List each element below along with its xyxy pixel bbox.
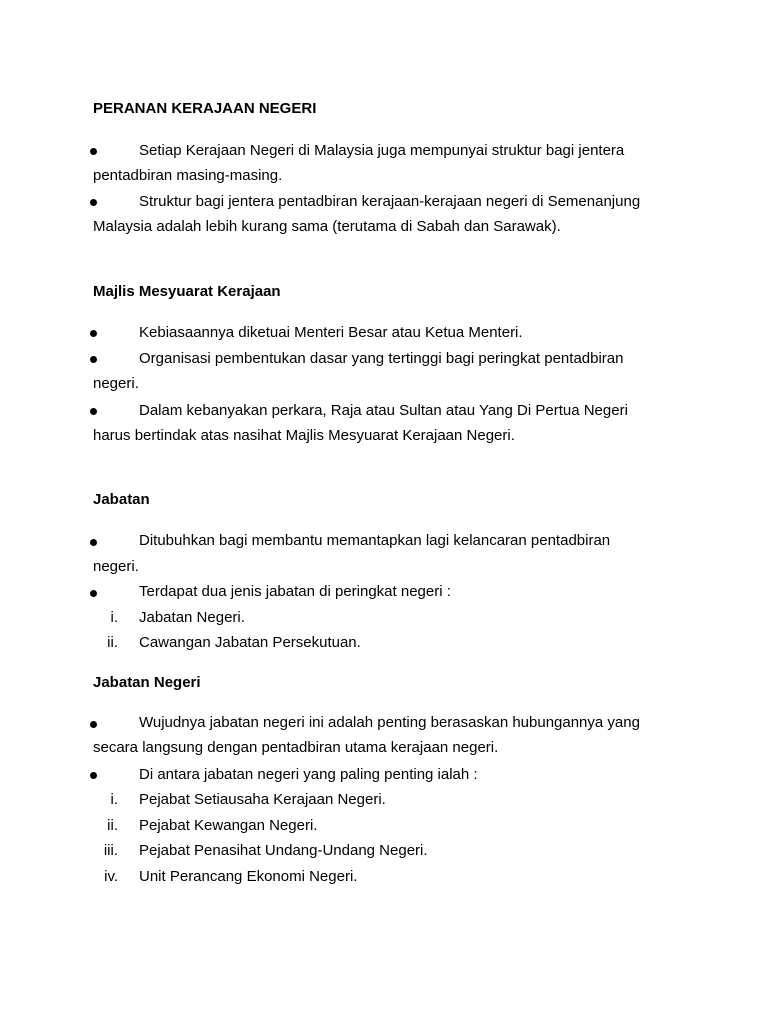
bullet-text-continuation: pentadbiran masing-masing.	[93, 167, 283, 184]
bullet-text-continuation: harus bertindak atas nasihat Majlis Mesyuarat Kerajaan Negeri.	[93, 427, 515, 444]
section-heading-majlis: Majlis Mesyuarat Kerajaan	[93, 283, 281, 300]
list-numeral: iv.	[104, 868, 118, 885]
section-heading-jabatan-negeri: Jabatan Negeri	[93, 674, 201, 691]
list-numeral: ii.	[107, 817, 118, 834]
bullet-text: Organisasi pembentukan dasar yang tertinggi bagi peringkat pentadbiran	[139, 350, 624, 367]
section-heading-peranan: PERANAN KERAJAAN NEGERI	[93, 100, 317, 117]
bullet-text: Di antara jabatan negeri yang paling penting ialah :	[139, 766, 478, 783]
bullet-text: Dalam kebanyakan perkara, Raja atau Sultan atau Yang Di Pertua Negeri	[139, 402, 628, 419]
list-item-text: Jabatan Negeri.	[139, 609, 245, 626]
bullet-text-continuation: Malaysia adalah lebih kurang sama (terutama di Sabah dan Sarawak).	[93, 218, 561, 235]
list-item-text: Pejabat Setiausaha Kerajaan Negeri.	[139, 791, 386, 808]
bullet-icon	[90, 539, 97, 546]
bullet-icon	[90, 721, 97, 728]
bullet-text: Struktur bagi jentera pentadbiran kerajaan-kerajaan negeri di Semenanjung	[139, 193, 641, 210]
bullet-text: Setiap Kerajaan Negeri di Malaysia juga mempunyai struktur bagi jentera	[139, 142, 625, 159]
bullet-text-continuation: negeri.	[93, 558, 139, 575]
list-numeral: i.	[110, 609, 118, 626]
bullet-text-continuation: secara langsung dengan pentadbiran utama kerajaan negeri.	[93, 739, 499, 756]
bullet-text: Wujudnya jabatan negeri ini adalah penting berasaskan hubungannya yang	[139, 714, 640, 731]
list-numeral: ii.	[107, 634, 118, 651]
bullet-icon	[90, 590, 97, 597]
bullet-icon	[90, 356, 97, 363]
bullet-text: Kebiasaannya diketuai Menteri Besar atau Ketua Menteri.	[139, 324, 523, 341]
bullet-text: Ditubuhkan bagi membantu memantapkan lagi kelancaran pentadbiran	[139, 532, 611, 549]
bullet-icon	[90, 772, 97, 779]
section-heading-jabatan: Jabatan	[93, 491, 150, 508]
list-item-text: Cawangan Jabatan Persekutuan.	[139, 634, 361, 651]
list-item-text: Pejabat Kewangan Negeri.	[139, 817, 318, 834]
list-item-text: Unit Perancang Ekonomi Negeri.	[139, 868, 358, 885]
list-numeral: iii.	[103, 842, 118, 859]
list-numeral: i.	[110, 791, 118, 808]
bullet-text: Terdapat dua jenis jabatan di peringkat negeri :	[139, 583, 451, 600]
bullet-icon	[90, 148, 97, 155]
bullet-text-continuation: negeri.	[93, 375, 139, 392]
bullet-icon	[90, 330, 97, 337]
list-item-text: Pejabat Penasihat Undang-Undang Negeri.	[139, 842, 428, 859]
bullet-icon	[90, 199, 97, 206]
bullet-icon	[90, 408, 97, 415]
